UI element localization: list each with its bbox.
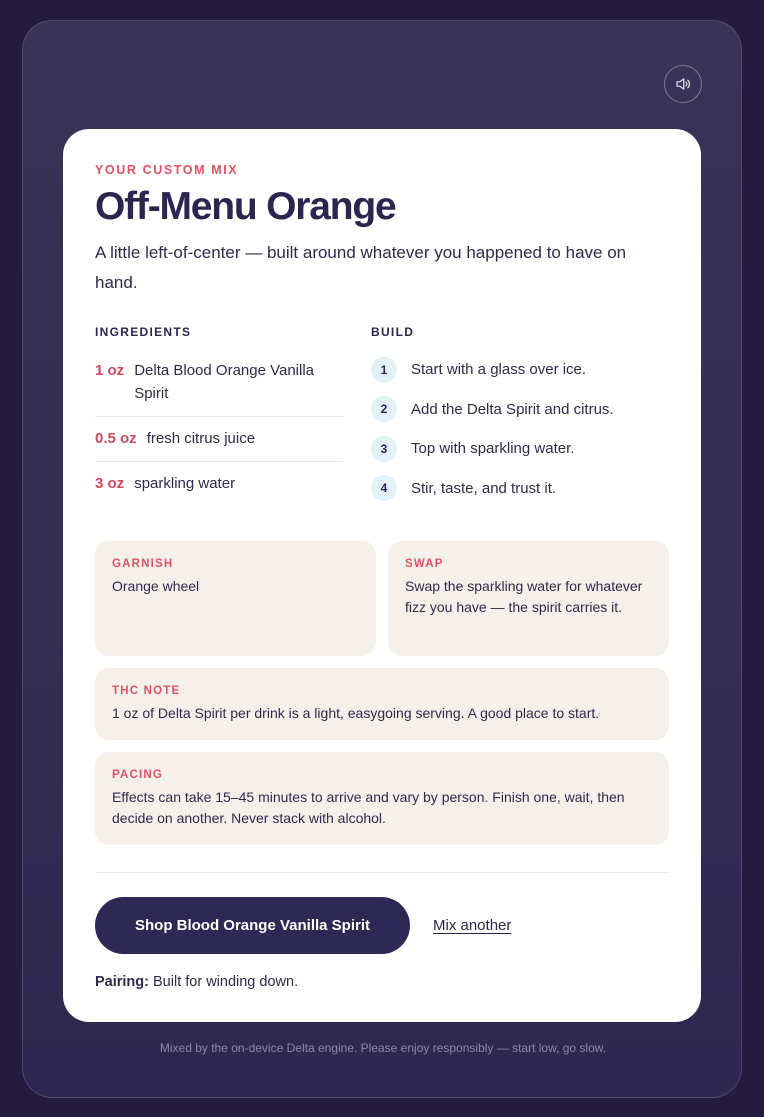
pairing-label: Pairing:: [95, 973, 149, 990]
ingredient-name: fresh citrus juice: [146, 429, 256, 447]
ingredient-row: [95, 462, 343, 506]
eyebrow-label: YOUR CUSTOM MIX: [95, 163, 239, 177]
speaker-icon: [674, 75, 692, 93]
swap-label: SWAP: [405, 557, 444, 570]
ingredient-amount: 1 oz: [95, 361, 125, 379]
app-frame: [22, 20, 742, 1098]
step-text: Start with a glass over ice.: [411, 361, 587, 379]
step-number-badge: 3: [371, 436, 397, 462]
pacing-label: PACING: [112, 768, 164, 781]
mix-another-link[interactable]: Mix another: [433, 916, 512, 934]
build-section: [371, 325, 669, 508]
ingredients-list: [95, 353, 343, 506]
shop-spirit-button[interactable]: Shop Blood Orange Vanilla Spirit: [95, 897, 410, 954]
build-label: BUILD: [371, 324, 415, 339]
sound-toggle-button[interactable]: [664, 65, 702, 103]
step-text: Stir, taste, and trust it.: [411, 479, 557, 497]
thc-note-tile: [95, 668, 669, 740]
ingredients-section: [95, 325, 343, 508]
garnish-text: Orange wheel: [112, 577, 200, 594]
garnish-label: GARNISH: [112, 557, 174, 570]
swap-tile: [388, 541, 669, 656]
build-step: [371, 350, 669, 390]
pairing-text: Built for winding down.: [153, 973, 299, 990]
recipe-columns: [95, 325, 669, 508]
step-text: Add the Delta Spirit and citrus.: [411, 400, 614, 418]
step-number-badge: 2: [371, 396, 397, 422]
ingredients-label: INGREDIENTS: [95, 324, 192, 339]
build-step: [371, 389, 669, 429]
ingredient-name: Delta Blood Orange Vanilla Spirit: [134, 361, 315, 402]
recipe-title: Off-Menu Orange: [95, 185, 396, 228]
build-steps-list: [371, 350, 669, 508]
thc-note-label: THC NOTE: [112, 684, 181, 697]
thc-note-text: 1 oz of Delta Spirit per drink is a light, easygoing serving. A good place to start.: [112, 704, 600, 721]
ingredient-row: [95, 353, 343, 417]
step-text: Top with sparkling water.: [411, 440, 575, 458]
pairing-line: [95, 974, 669, 990]
pacing-tile: [95, 752, 669, 845]
ingredient-name: sparkling water: [134, 474, 236, 492]
build-step: [371, 468, 669, 508]
ingredient-amount: 0.5 oz: [95, 429, 137, 447]
garnish-tile: [95, 541, 376, 656]
build-step: [371, 429, 669, 469]
ingredient-row: [95, 417, 343, 462]
swap-text: Swap the sparkling water for whatever fizz you have — the spirit carries it.: [405, 577, 643, 615]
tile-row: [95, 541, 669, 656]
actions-row: [95, 897, 669, 954]
divider: [95, 872, 669, 873]
recipe-subtitle: A little left-of-center — built around whatever you happened to have on hand.: [95, 242, 627, 292]
footer-disclaimer: Mixed by the on-device Delta engine. Please enjoy responsibly — start low, go slow.: [159, 1041, 607, 1055]
pacing-text: Effects can take 15–45 minutes to arrive and vary by person. Finish one, wait, then decide on another. Never stack with alcohol.: [112, 788, 625, 826]
step-number-badge: 4: [371, 475, 397, 501]
recipe-card: [63, 129, 701, 1022]
info-tiles: [95, 541, 669, 845]
ingredient-amount: 3 oz: [95, 474, 125, 492]
step-number-badge: 1: [371, 357, 397, 383]
